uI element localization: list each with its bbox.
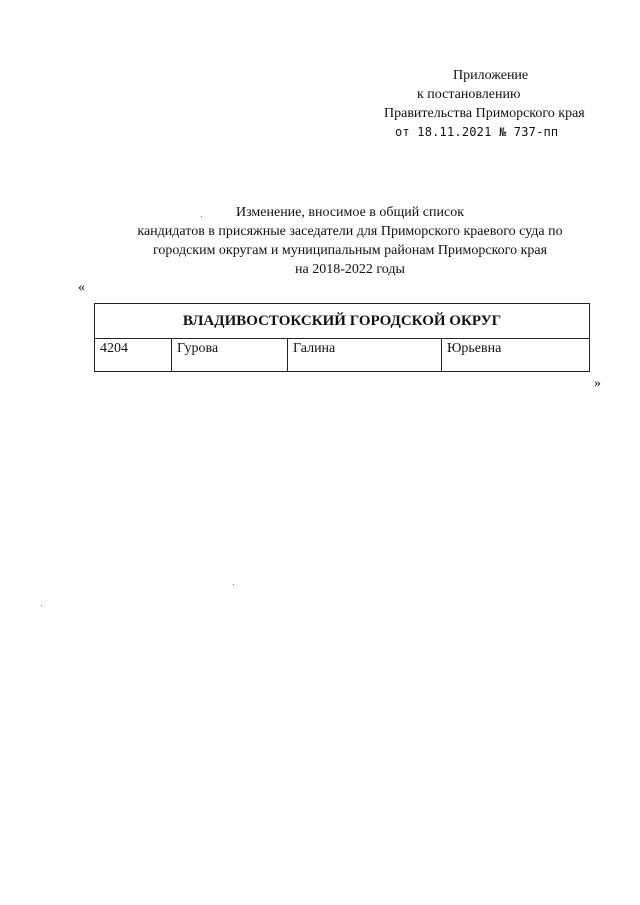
document-title (95, 203, 605, 279)
candidate-surname: Гурова (172, 339, 288, 372)
table-row (95, 339, 590, 372)
candidate-patronymic: Юрьевна (442, 339, 590, 372)
district-name: ВЛАДИВОСТОКСКИЙ ГОРОДСКОЙ ОКРУГ (95, 304, 590, 339)
scan-speck (201, 216, 202, 217)
appendix-government: Правительства Приморского края (384, 106, 585, 121)
appendix-label: Приложение (453, 68, 529, 83)
candidate-name: Галина (288, 339, 442, 372)
candidate-number: 4204 (95, 339, 172, 372)
title-line-1: Изменение, вносимое в общий список (235, 205, 465, 220)
opening-quote: « (78, 280, 85, 295)
closing-quote: » (594, 376, 601, 391)
title-line-4: на 2018-2022 годы (295, 262, 405, 277)
jurors-table (94, 303, 590, 372)
appendix-resolution: к постановлению (417, 87, 521, 102)
appendix-date-number: от 18.11.2021 № 737-пп (395, 125, 559, 139)
scan-speck (41, 605, 42, 606)
title-line-3: городским округам и муниципальным районам Приморского края (152, 243, 548, 258)
scan-speck (233, 584, 234, 585)
district-row (95, 304, 590, 339)
title-line-2: кандидатов в присяжные заседатели для Приморского краевого суда по (137, 224, 563, 239)
appendix-header (360, 66, 605, 142)
